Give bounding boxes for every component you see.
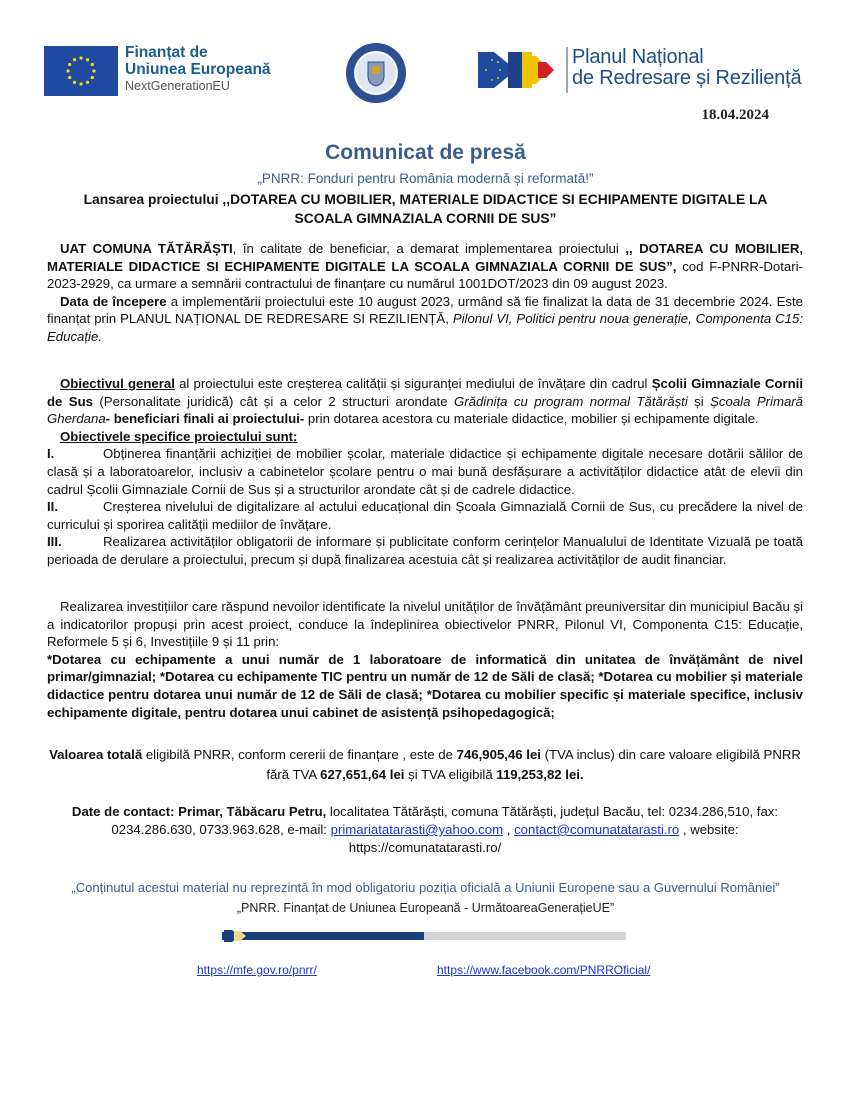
structure-1: Grădinița cu program normal Tătărăști	[453, 393, 688, 409]
intro-text-2: cod F-PNRR-Dotari- 2023-2929, ca urmare a semnării contractului de finanțare cu numărul 1001DOT/2023 din 09 august 2023.	[47, 258, 803, 292]
value-text-1: eligibilă PNRR, conform cererii de finanțare , este de	[142, 747, 457, 762]
investments-list: *Dotarea cu echipamente a unui număr de 1 laboratoare de informatică din unitatea de învățământ de nivel primar/gimnazial; *Dotarea cu echipamente TIC pentru un număr de 12 de Săli de clasă; *Dotarea cu mobilier și materiale didactice pentru dotarea unui număr de 12 de Săli de clasă; *Dotarea cu mobilier specific și materiale specifice, inclusiv echipamente digitale, pentru dotarea unui cabinet de asistență psihopedagogică;	[47, 651, 803, 720]
tagline: „PNRR. Finanțat de Uniunea Europeană - UrmătoareaGenerațieUE”	[236, 901, 615, 915]
project-name: ,, DOTAREA CU MOBILIER, MATERIALE DIDACTICE SI ECHIPAMENTE DIGITALE LA SCOALA GIMNAZIALA CORNII DE SUS”,	[47, 241, 804, 274]
vat-value: 119,253,82 lei.	[496, 767, 584, 782]
eu-label-line1: Finanțat de	[125, 44, 208, 61]
general-objective-text: al proiectului este creșterea calității și siguranței mediului de învățare din cadrul	[174, 376, 652, 391]
pnrr-label	[572, 47, 801, 89]
contact-label: Date de contact: Primar, Tăbăcaru Petru,	[71, 804, 327, 819]
pillar-text: Pilonul VI, Politici pentru noua generație, Componenta C15: Educație.	[47, 311, 803, 344]
intro-paragraph	[47, 240, 803, 346]
email-link-primaria[interactable]: primariatatarasti@yahoo.com	[330, 822, 504, 837]
specific-objective-number: I.	[47, 446, 55, 462]
beneficiary-name: UAT COMUNA TĂTĂRĂȘTI	[60, 241, 233, 256]
intro-text: , în calitate de beneficiar, a demarat implementarea proiectului	[232, 241, 626, 256]
footer-bar-fill	[222, 932, 424, 940]
website-url: https://comunatatarasti.ro/	[348, 840, 502, 855]
specific-objective-item	[47, 533, 803, 568]
website-label: , website:	[679, 822, 739, 837]
total-value-label: Valoarea totală	[49, 747, 143, 762]
objectives-section	[47, 375, 803, 569]
specific-objective-number: II.	[47, 499, 58, 515]
structure-2: Școala Primară Gherdana	[47, 393, 804, 427]
investments-text: Realizarea investițiilor care răspund nevoilor identificate la nivelul unităților de învățământ preuniversitar din municipiul Bacău și a indicatorilor propuși prin acest proiect, conduce la îndeplinirea obiectivelor PNRR, Pilonul VI, Componenta C15: Educație, Reformele 5 și 6, Investițiile 9 și 11 prin:	[47, 599, 803, 650]
eu-flag-icon	[44, 46, 118, 96]
footer-bar	[222, 932, 626, 940]
general-objective-label: Obiectivul general	[60, 376, 175, 391]
specific-objective-number: III.	[47, 534, 62, 550]
specific-objective-item	[47, 498, 803, 533]
disclaimer: „Conținutul acestui material nu reprezintă în mod obligatoriu poziția oficială a Uniunii Europene sau a Guvernului României”	[71, 880, 780, 895]
facebook-pnrr-link[interactable]: https://www.facebook.com/PNRROficial/	[437, 963, 651, 977]
eu-funding-label	[125, 44, 271, 95]
separator: ,	[503, 822, 515, 837]
mfe-pnrr-link[interactable]: https://mfe.gov.ro/pnrr/	[197, 963, 317, 977]
specific-objective-text: Realizarea activităților obligatorii de informare și publicitate conform cerințelor Manualului de Identitate Vizuală pe toată perioada de derulare a proiectului, precum și după finalizarea acestuia cât și realizarea activităților de audit financiar.	[47, 534, 803, 567]
specific-objectives-label: Obiectivele specifice proiectului sunt:	[60, 428, 298, 444]
specific-objective-text: Creșterea nivelului de digitalizare al actului educațional din Școala Gimnazială Cornii de Sus, cu precădere la nivel de curricului și sporirea calității mediilor de învățare.	[47, 499, 803, 532]
contact-section	[47, 803, 803, 857]
pnrr-mini-arrow-icon	[222, 929, 252, 943]
release-date: 18.04.2024	[701, 107, 769, 123]
school-name: Școlii Gimnaziale Cornii de Sus	[47, 376, 803, 409]
eu-label-line2: Uniunea Europeană	[125, 61, 271, 78]
value-text-2: (TVA inclus) din care valoare eligibilă PNRR fără TVA	[266, 747, 801, 782]
eu-label-line3: NextGenerationEU	[125, 79, 230, 93]
page-title: Comunicat de presă	[325, 141, 526, 164]
value-section	[47, 745, 803, 785]
general-objective-text-3: prin dotarea acestora cu materiale didactice, mobilier și echipamente digitale.	[304, 411, 759, 427]
pnrr-label-line2: de Redresare și Reziliență	[572, 67, 802, 89]
value-without-vat: 627,651,64 lei	[320, 767, 405, 782]
total-value: 746,905,46 lei	[456, 747, 541, 762]
subtitle: „PNRR: Fonduri pentru România modernă și reformată!”	[257, 171, 594, 186]
start-date-label: Data de începere	[60, 293, 167, 309]
specific-objective-text: Obținerea finanțării achiziției de mobilier școlar, materiale didactice și echipamente digitale necesare dotării sălilor de clasă și a laboratoarelor, inclusiv a cabinetelor școlare pentru o mai bună desfășurare a activităților didactice atât de elevii din cadrul Școlii Gimnaziale Cornii de Sus și a structurilor arondate cât și de cadrele didactice.	[47, 446, 803, 497]
pnrr-label-line1: Planul Național	[572, 46, 704, 68]
general-objective-text-2: (Personalitate juridică) cât și a celor 2 structuri arondate	[93, 393, 454, 409]
headline: Lansarea proiectului ,,DOTAREA CU MOBILIER, MATERIALE DIDACTICE SI ECHIPAMENTE DIGITALE LA SCOALA GIMNAZIALA CORNII DE SUS”	[83, 192, 768, 226]
contact-text: localitatea Tătărăști, comuna Tătărăști, județul Bacău, tel: 0234.286,510, fax: 0234.286.630, 0733.963.628, e-mail:	[111, 804, 779, 837]
logo-divider	[566, 47, 568, 93]
specific-objective-item	[47, 445, 803, 498]
pnrr-arrows-icon	[478, 48, 564, 92]
and-text: și	[687, 393, 711, 409]
investments-section	[47, 598, 803, 721]
email-link-contact[interactable]: contact@comunatatarasti.ro	[514, 822, 680, 837]
start-date-text: a implementării proiectului este 10 august 2023, urmând să fie finalizat la data de 31 decembrie 2024. Este finanțat prin PLANUL NAȚIONAL DE REDRESARE SI REZILIENȚĂ,	[47, 293, 804, 327]
value-text-3: și TVA eligibilă	[404, 767, 497, 782]
romanian-government-seal-icon	[345, 42, 407, 104]
final-beneficiaries: - beneficiari finali ai proiectului-	[105, 411, 305, 427]
